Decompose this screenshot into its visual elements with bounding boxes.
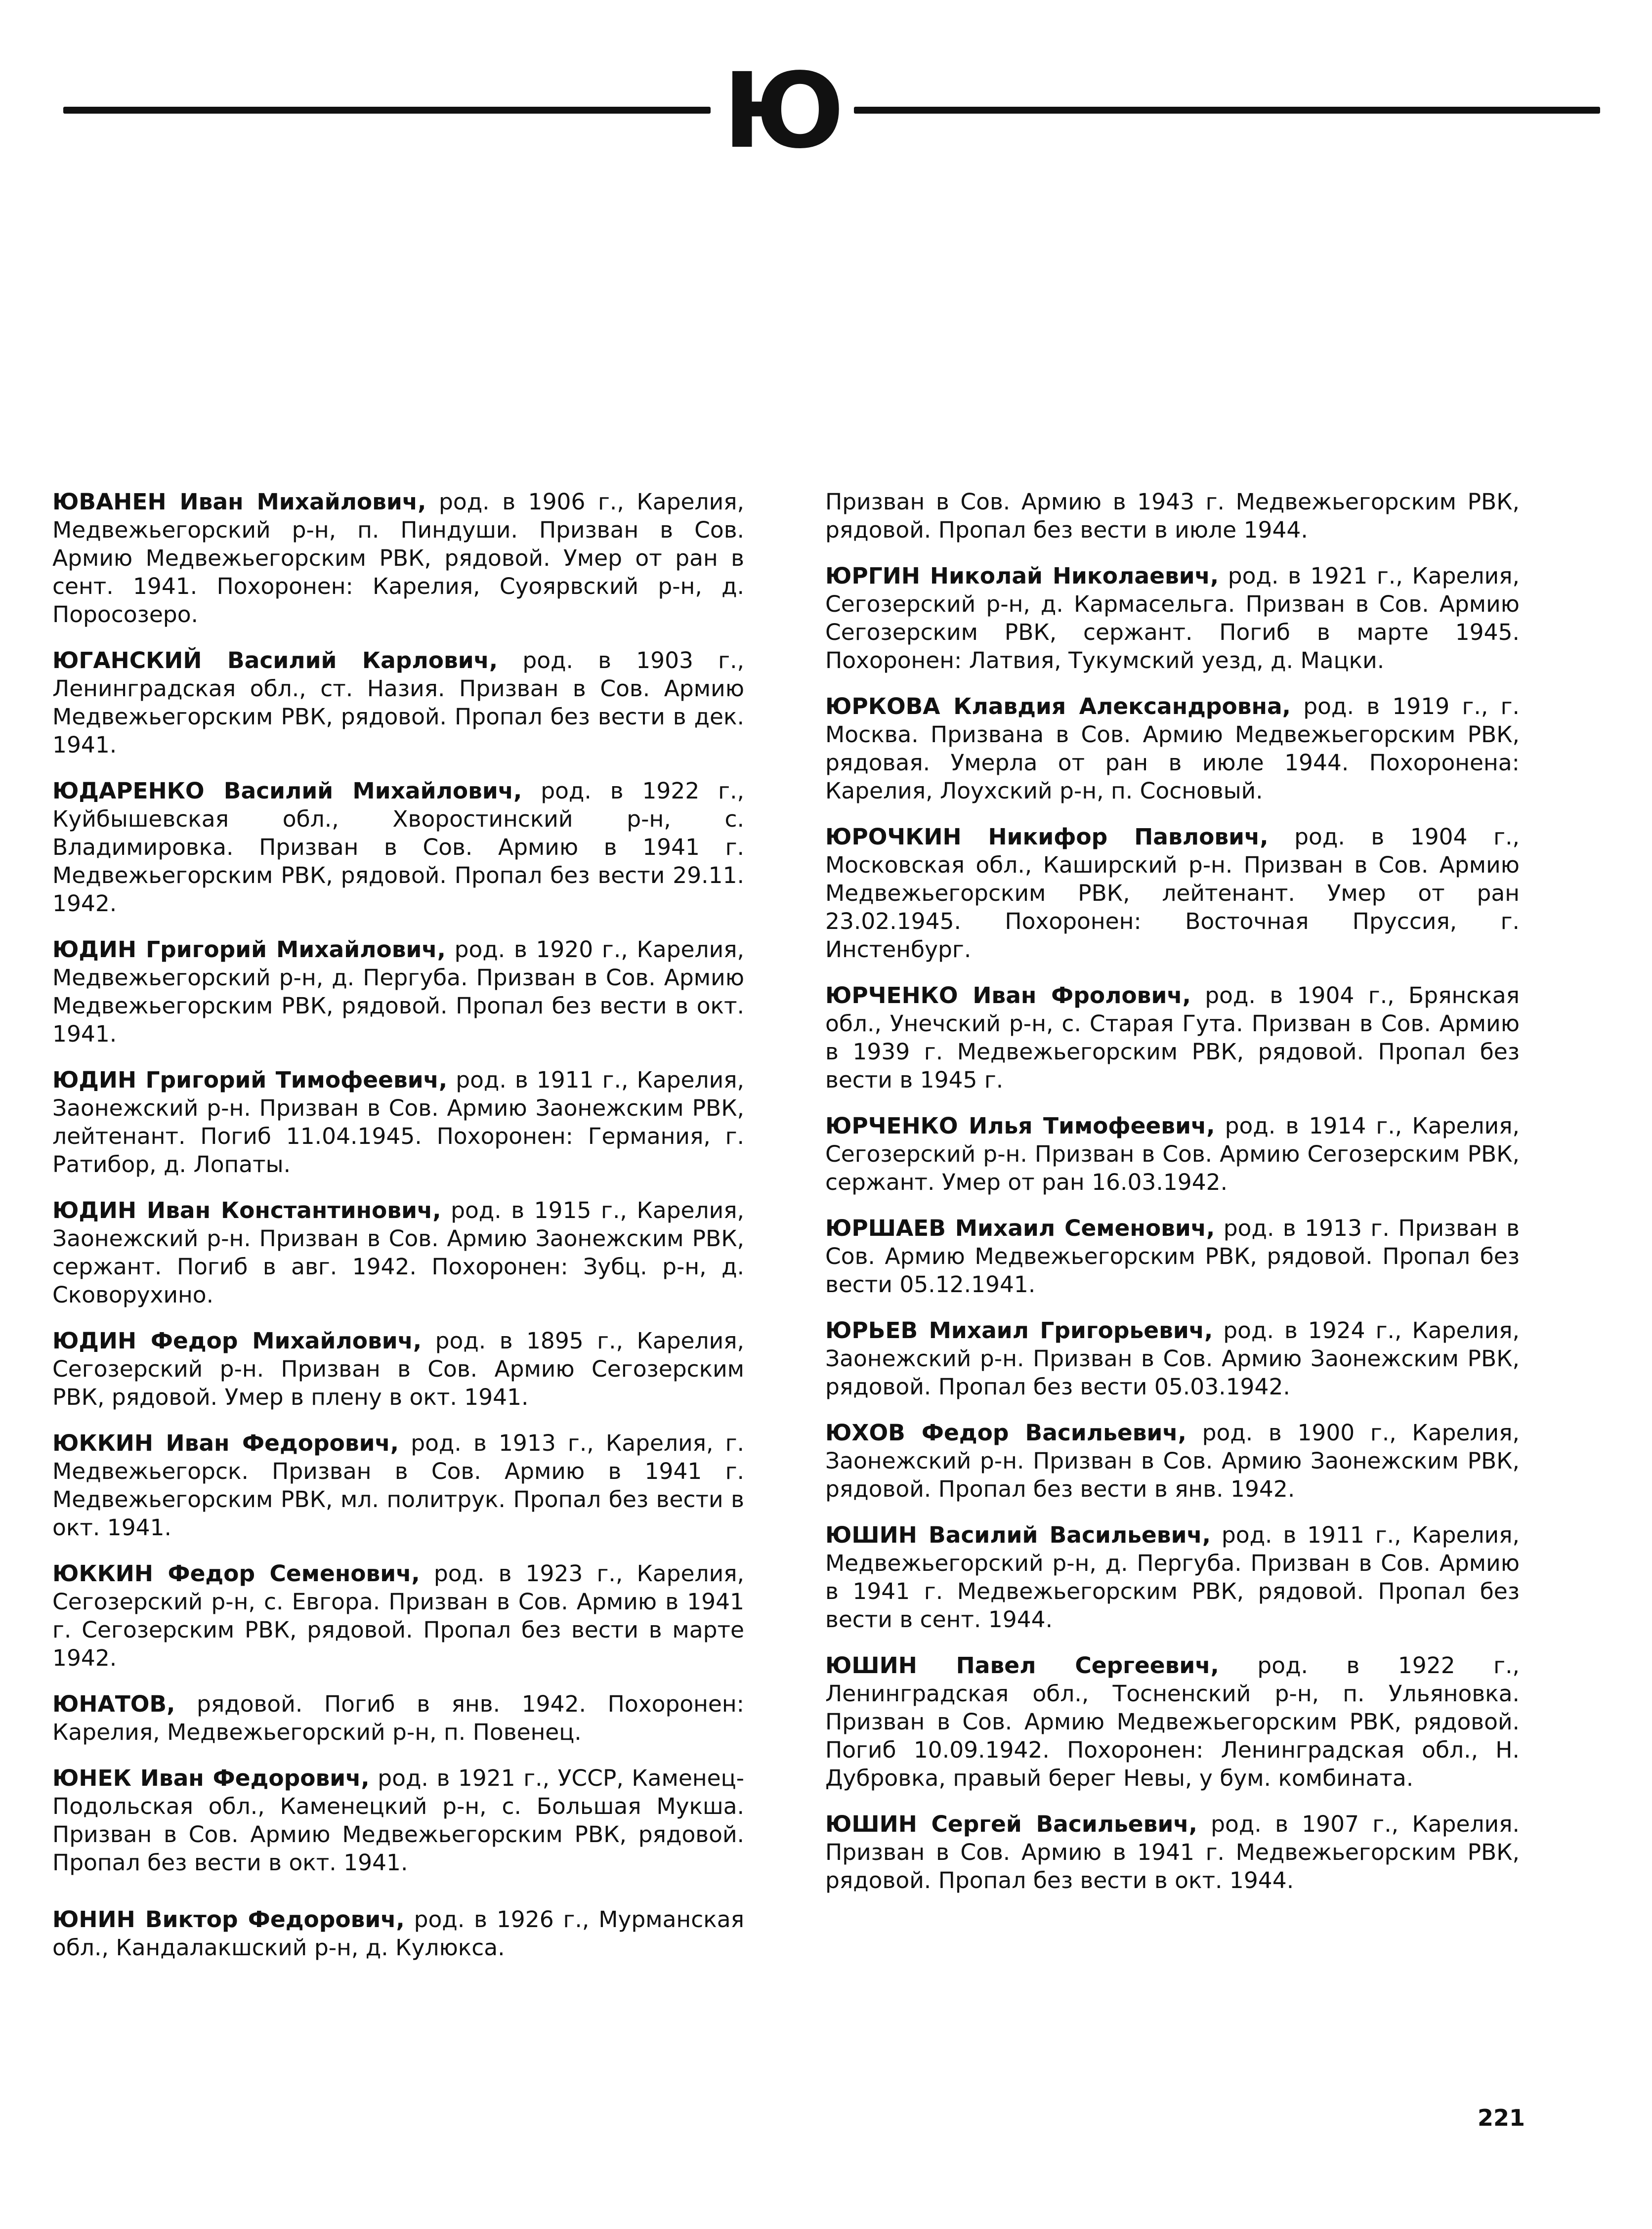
entry-name: ЮРЬЕВ Михаил Григорьевич, [825, 1317, 1213, 1344]
entry-name: ЮРКОВА Клавдия Александровна, [825, 693, 1291, 719]
entry-name: ЮДИН Григорий Тимофеевич, [52, 1067, 448, 1093]
left-column [52, 488, 744, 1979]
header-rule-right [854, 107, 1600, 114]
entry-text: род. в 1904 г., Брянская обл., Унечский р-н, с. Старая Гута. Призван в Сов. Армию в 1939 г. Медвежьегорским РВК, рядовой. Пропал без вести в 1945 г. [825, 982, 1520, 1093]
entry-text: род. в 1926 г., Мурманская обл., Кандалакшский р-н, д. Кулюкса. [52, 1906, 744, 1961]
entry-name: ЮДИН Федор Михайлович, [52, 1328, 422, 1354]
entry-text: род. в 1919 г., г. Москва. Призвана в Сов. Армию Медвежьегорским РВК, рядовая. Умерла от ран в июле 1944. Похоронена: Карелия, Лоухский р-н, п. Сосновый. [825, 693, 1520, 804]
entry-text: род. в 1903 г., Ленинградская обл., ст. Назия. Призван в Сов. Армию Медвежьегорским РВК, рядовой. Пропал без вести в дек. 1941. [52, 647, 745, 758]
entry-text: род. в 1911 г., Карелия, Заонежский р-н. Призван в Сов. Армию Заонежским РВК, лейтенант. Погиб 11.04.1945. Похоронен: Германия, г. Ратибор, д. Лопаты. [52, 1067, 744, 1178]
biography-entry [825, 488, 1520, 544]
biography-entry [52, 1764, 744, 1877]
entry-text: род. в 1922 г., Куйбышевская обл., Хворостинский р-н, с. Владимировка. Призван в Сов. Армию в 1941 г. Медвежьегорским РВК, рядовой. Пропал без вести 29.11. 1942. [52, 778, 745, 917]
biography-entry [825, 1112, 1520, 1196]
biography-entry [825, 981, 1520, 1094]
entry-name: ЮХОВ Федор Васильевич, [825, 1420, 1186, 1446]
entry-name: ЮДИН Иван Константинович, [52, 1197, 441, 1223]
entry-text: род. в 1900 г., Карелия, Заонежский р-н. Призван в Сов. Армию Заонежским РВК, рядовой. Пропал без вести в янв. 1942. [825, 1420, 1520, 1502]
entry-text: род. в 1895 г., Карелия, Сегозерский р-н. Призван в Сов. Армию Сегозерским РВК, рядовой. Умер в плену в окт. 1941. [52, 1328, 745, 1410]
entry-name: ЮККИН Федор Семенович, [52, 1560, 420, 1587]
entry-text: род. в 1907 г., Карелия. Призван в Сов. Армию в 1941 г. Медвежьегорским РВК, рядовой. Пропал без вести в окт. 1944. [825, 1811, 1520, 1893]
biography-entry [52, 1066, 744, 1178]
biography-entry [825, 692, 1520, 805]
entry-name: ЮНАТОВ, [52, 1691, 175, 1717]
entry-name: ЮРЧЕНКО Иван Фролович, [825, 982, 1191, 1009]
entry-text: род. в 1906 г., Карелия, Медвежьегорский р-н, п. Пиндуши. Призван в Сов. Армию Медвежьегорским РВК, рядовой. Умер от ран в сент. 1941. Похоронен: Карелия, Суоярвский р-н, д. Поросозеро. [52, 489, 744, 628]
biography-entry [52, 935, 744, 1048]
section-letter: Ю [722, 50, 842, 171]
entry-name: ЮШИН Василий Васильевич, [825, 1522, 1211, 1548]
biography-entry [52, 1196, 744, 1309]
entry-text: род. в 1913 г., Карелия, г. Медвежьегорск. Призван в Сов. Армию в 1941 г. Медвежьегорским РВК, мл. политрук. Пропал без вести в окт. 1941. [52, 1430, 744, 1541]
entry-text: Призван в Сов. Армию в 1943 г. Медвежьегорским РВК, рядовой. Пропал без вести в июле 1944. [825, 489, 1520, 543]
entry-text: род. в 1913 г. Призван в Сов. Армию Медвежьегорским РВК, рядовой. Пропал без вести 05.12.1941. [825, 1215, 1520, 1298]
biography-entry [52, 646, 744, 759]
entry-name: ЮДИН Григорий Михайлович, [52, 936, 446, 963]
entry-text: род. в 1921 г., Карелия, Сегозерский р-н, д. Кармасельга. Призван в Сов. Армию Сегозерским РВК, сержант. Погиб в марте 1945. Похоронен: Латвия, Тукумский уезд, д. Мацки. [825, 563, 1520, 673]
entry-name: ЮРШАЕВ Михаил Семенович, [825, 1215, 1215, 1241]
page-number: 221 [1478, 2104, 1525, 2131]
entry-text: рядовой. Погиб в янв. 1942. Похоронен: Карелия, Медвежьегорский р-н, п. Повенец. [52, 1691, 744, 1745]
header-rule-left [63, 107, 711, 114]
entry-text: род. в 1920 г., Карелия, Медвежьегорский р-н, д. Пергуба. Призван в Сов. Армию Медвежьегорским РВК, рядовой. Пропал без вести в окт. 1941. [52, 936, 745, 1047]
biography-entry [825, 1651, 1520, 1792]
biography-entry [52, 1559, 744, 1672]
entry-text: род. в 1904 г., Московская обл., Каширский р-н. Призван в Сов. Армию Медвежьегорским РВК, лейтенант. Умер от ран 23.02.1945. Похоронен: Восточная Пруссия, г. Инстенбург. [825, 824, 1520, 963]
biography-entry [825, 823, 1520, 964]
entry-name: ЮНЕК Иван Федорович, [52, 1765, 370, 1791]
entry-name: ЮШИН Павел Сергеевич, [825, 1652, 1219, 1679]
entry-name: ЮККИН Иван Федорович, [52, 1430, 399, 1456]
entry-text: род. в 1923 г., Карелия, Сегозерский р-н, с. Евгора. Призван в Сов. Армию в 1941 г. Сегозерским РВК, рядовой. Пропал без вести в марте 1942. [52, 1560, 744, 1671]
section-header [63, 50, 1526, 171]
entry-name: ЮРОЧКИН Никифор Павлович, [825, 824, 1269, 850]
right-column [825, 488, 1520, 1912]
entry-name: ЮРЧЕНКО Илья Тимофеевич, [825, 1113, 1215, 1139]
entry-text: род. в 1914 г., Карелия, Сегозерский р-н. Призван в Сов. Армию Сегозерским РВК, сержант. Умер от ран 16.03.1942. [825, 1113, 1520, 1195]
biography-entry [825, 1316, 1520, 1401]
biography-entry [52, 1905, 744, 1962]
entry-name: ЮГАНСКИЙ Василий Карлович, [52, 647, 498, 673]
biography-entry [825, 1521, 1520, 1634]
entry-text: род. в 1915 г., Карелия, Заонежский р-н. Призван в Сов. Армию Заонежским РВК, сержант. Погиб в авг. 1942. Похоронен: Зубц. р-н, д. Сковорухино. [52, 1197, 744, 1308]
biography-entry [52, 777, 744, 918]
entry-name: ЮНИН Виктор Федорович, [52, 1906, 405, 1933]
entry-text: род. в 1911 г., Карелия, Медвежьегорский р-н, д. Пергуба. Призван в Сов. Армию в 1941 г. Медвежьегорским РВК, рядовой. Пропал без вести в сент. 1944. [825, 1522, 1520, 1633]
biography-entry [825, 1419, 1520, 1503]
biography-entry [52, 1327, 744, 1411]
entry-name: ЮДАРЕНКО Василий Михайлович, [52, 778, 522, 804]
entry-name: ЮВАНЕН Иван Михайлович, [52, 489, 426, 515]
biography-entry [52, 1690, 744, 1746]
biography-entry [825, 1810, 1520, 1894]
entry-name: ЮШИН Сергей Васильевич, [825, 1811, 1197, 1837]
biography-entry [52, 488, 744, 629]
entry-text: род. в 1921 г., УССР, Каменец-Подольская обл., Каменецкий р-н, с. Большая Мукша. Призван в Сов. Армию Медвежьегорским РВК, рядовой. Пропал без вести в окт. 1941. [52, 1765, 744, 1876]
entry-name: ЮРГИН Николай Николаевич, [825, 563, 1219, 589]
entry-text: род. в 1924 г., Карелия, Заонежский р-н. Призван в Сов. Армию Заонежским РВК, рядовой. Пропал без вести 05.03.1942. [825, 1317, 1520, 1400]
biography-entry [825, 562, 1520, 674]
biography-entry [825, 1214, 1520, 1299]
entry-text: род. в 1922 г., Ленинградская обл., Тосненский р-н, п. Ульяновка. Призван в Сов. Армию Медвежьегорским РВК, рядовой. Погиб 10.09.1942. Похоронен: Ленинградская обл., Н. Дубровка, правый берег Невы, у бум. комбината. [825, 1652, 1520, 1791]
biography-entry [52, 1429, 744, 1542]
